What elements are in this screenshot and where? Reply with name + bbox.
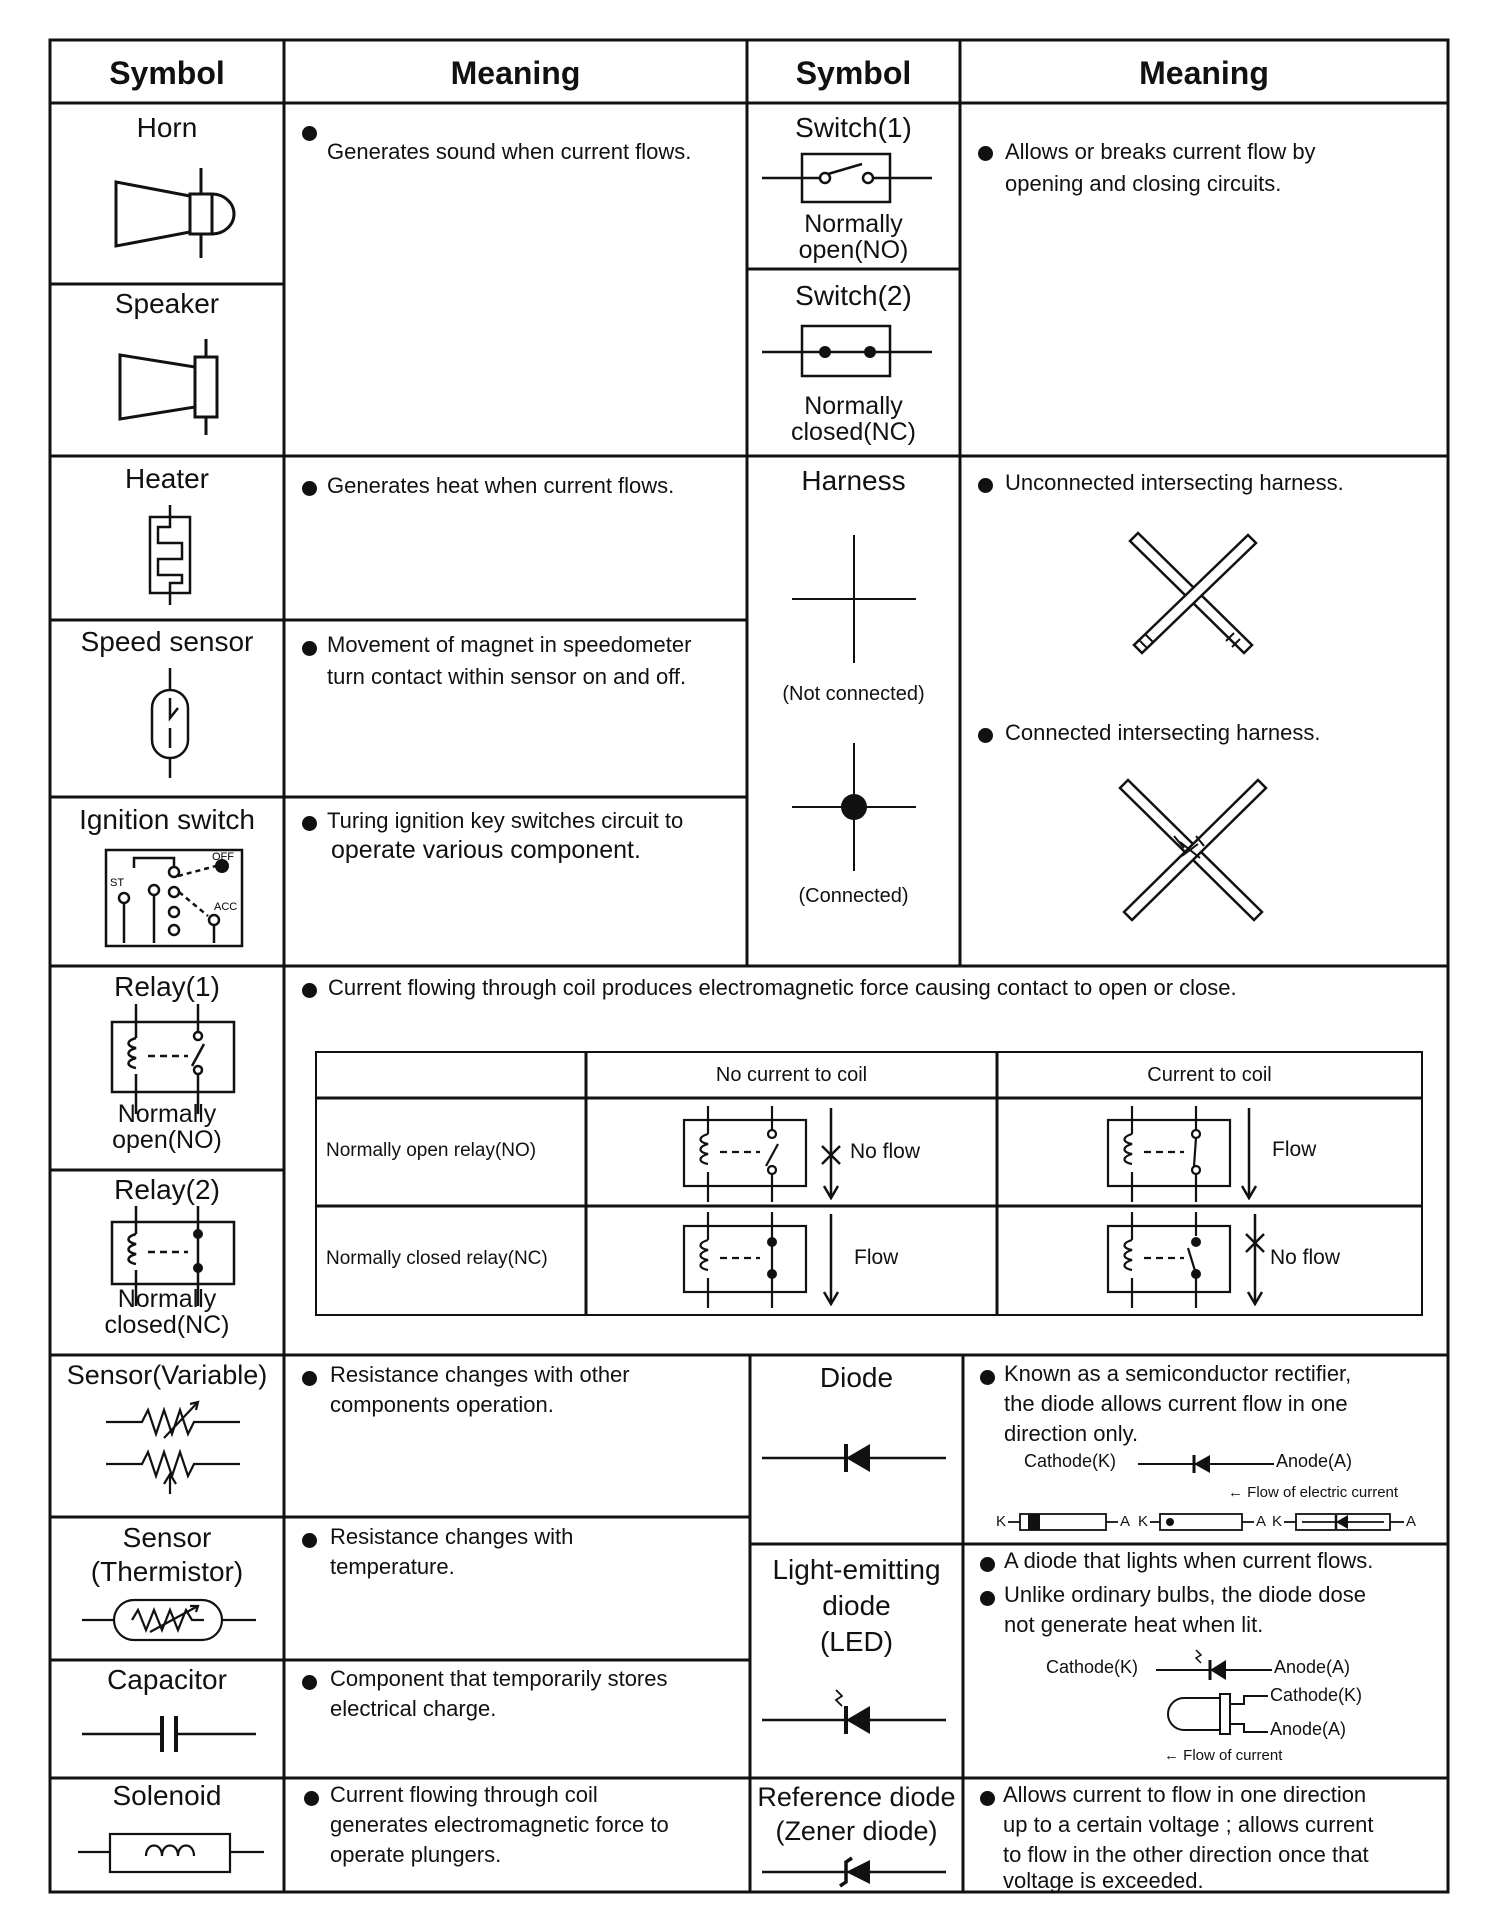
unconnected-harness-icon: [1120, 525, 1260, 655]
capacitor-meaning-line2: electrical charge.: [330, 1696, 497, 1721]
switch-meaning-line1: Allows or breaks current flow by: [1005, 139, 1316, 164]
horn-icon: [100, 162, 250, 262]
bullet-icon: [980, 1557, 995, 1572]
bullet-icon: [302, 126, 317, 141]
sensor-variable-label: Sensor(Variable): [66, 1360, 268, 1390]
switch1-sub2: open(NO): [798, 236, 909, 264]
no-flow-arrow-icon: [816, 1108, 846, 1200]
connected-harness-icon: [1110, 770, 1270, 930]
relay2-sub1: Normally: [117, 1285, 217, 1313]
bullet-icon: [980, 1370, 995, 1385]
relay2-sub2: closed(NC): [104, 1311, 230, 1339]
relay-meaning: Current flowing through coil produces electromagnetic force causing contact to open or close.: [328, 975, 1237, 1000]
diode-label: Diode: [819, 1362, 894, 1393]
led-label-line2: diode: [822, 1590, 891, 1621]
heater-icon: [140, 505, 200, 605]
package1-k: K: [996, 1513, 1007, 1530]
led-label-line1: Light-emitting: [772, 1554, 941, 1585]
ignition-off-label: OFF: [212, 851, 234, 863]
harness-connected-icon: [790, 743, 920, 873]
zener-meaning-line3: to flow in the other direction once that: [1003, 1842, 1369, 1867]
led-cathode-label: Cathode(K): [1046, 1657, 1139, 1677]
heater-meaning: Generates heat when current flows.: [327, 473, 675, 498]
diode-meaning-line3: direction only.: [1004, 1421, 1139, 1446]
relay-col-no-current: No current to coil: [715, 1064, 868, 1086]
harness-unconnected-meaning: Unconnected intersecting harness.: [1005, 470, 1344, 495]
relay-col-current: Current to coil: [1147, 1064, 1272, 1086]
relay1-sub2: open(NO): [112, 1126, 222, 1154]
solenoid-meaning-line3: operate plungers.: [330, 1842, 502, 1867]
capacitor-icon: [80, 1712, 260, 1756]
header-meaning-right: Meaning: [1139, 55, 1269, 91]
harness-not-connected-icon: [790, 535, 920, 665]
ignition-switch-icon: [104, 848, 244, 948]
led-small-icon: [1154, 1648, 1274, 1684]
zener-meaning-line2: up to a certain voltage ; allows current: [1003, 1812, 1374, 1837]
switch1-sub1: Normally: [804, 210, 903, 238]
relay-nc-closed-icon: [680, 1212, 820, 1308]
bullet-icon: [978, 146, 993, 161]
zener-label-line1: Reference diode: [757, 1782, 956, 1812]
horn-meaning: Generates sound when current flows.: [327, 139, 692, 164]
speed-sensor-label: Speed sensor: [80, 626, 254, 657]
package3-a: A: [1406, 1513, 1417, 1530]
harness-label: Harness: [801, 465, 906, 496]
bullet-icon: [302, 1371, 317, 1386]
thermistor-icon: [80, 1592, 260, 1648]
diode-anode-label: Anode(A): [1276, 1451, 1353, 1471]
package2-k: K: [1138, 1513, 1149, 1530]
heater-label: Heater: [124, 463, 210, 494]
package3-k: K: [1272, 1513, 1283, 1530]
led-package-anode-label: Anode(A): [1270, 1719, 1347, 1739]
thermistor-meaning-line2: temperature.: [330, 1554, 455, 1579]
led-package-cathode-label: Cathode(K): [1270, 1685, 1363, 1705]
header-symbol-left: Symbol: [109, 55, 225, 91]
relay-no-open-icon: [680, 1106, 820, 1202]
led-flow-note: ← Flow of current: [1164, 1747, 1283, 1764]
relay-no-no-current-result: No flow: [850, 1140, 921, 1163]
solenoid-label: Solenoid: [112, 1780, 222, 1811]
harness-connected-meaning: Connected intersecting harness.: [1005, 720, 1321, 745]
relay-no-current-result: Flow: [1272, 1138, 1317, 1161]
switch1-label: Switch(1): [795, 112, 912, 143]
bullet-icon: [978, 478, 993, 493]
bullet-icon: [978, 728, 993, 743]
speed-sensor-meaning-line2: turn contact within sensor on and off.: [327, 664, 687, 689]
bullet-icon: [980, 1591, 995, 1606]
led-icon: [760, 1686, 950, 1740]
bullet-icon: [304, 1791, 319, 1806]
capacitor-label: Capacitor: [107, 1664, 227, 1695]
led-meaning-bullet1: A diode that lights when current flows.: [1004, 1548, 1374, 1573]
led-meaning-bullet2-line2: not generate heat when lit.: [1004, 1612, 1264, 1637]
led-label-line3: (LED): [819, 1626, 894, 1657]
zener-meaning-line4: voltage is exceeded.: [1003, 1868, 1204, 1893]
package1-a: A: [1120, 1513, 1131, 1530]
relay-nc-no-current-result: Flow: [854, 1246, 899, 1269]
header-symbol-right: Symbol: [795, 55, 912, 91]
switch2-sub2: closed(NC): [790, 418, 917, 446]
relay-row-nc: Normally closed relay(NC): [326, 1248, 548, 1269]
speaker-icon: [105, 335, 245, 435]
relay-nc-current-result: No flow: [1270, 1246, 1341, 1269]
bullet-icon: [302, 816, 317, 831]
led-meaning-bullet2-line1: Unlike ordinary bulbs, the diode dose: [1004, 1582, 1367, 1607]
switch-no-icon: [762, 150, 942, 210]
solenoid-meaning-line2: generates electromagnetic force to: [330, 1812, 669, 1837]
ignition-st-label: ST: [110, 877, 125, 889]
harness-connected-label: (Connected): [798, 885, 909, 907]
solenoid-meaning-line1: Current flowing through coil: [330, 1782, 598, 1807]
no-flow-arrow-icon: [1240, 1214, 1270, 1306]
diode-icon: [760, 1438, 950, 1478]
flow-arrow-icon: [1234, 1108, 1264, 1200]
diode-package-2-icon: [1150, 1510, 1254, 1534]
relay-row-no: Normally open relay(NO): [326, 1140, 537, 1161]
diode-small-icon: [1136, 1452, 1276, 1476]
capacitor-meaning-line1: Component that temporarily stores: [330, 1666, 668, 1691]
speed-sensor-meaning-line1: Movement of magnet in speedometer: [327, 632, 692, 657]
ignition-meaning-line1: Turing ignition key switches circuit to: [327, 808, 684, 833]
zener-meaning-line1: Allows current to flow in one direction: [1003, 1782, 1367, 1807]
speed-sensor-icon: [140, 668, 200, 778]
relay2-label: Relay(2): [114, 1174, 220, 1205]
diode-cathode-label: Cathode(K): [1024, 1451, 1117, 1471]
ignition-acc-label: ACC: [214, 901, 238, 913]
variable-resistor-icon: [104, 1398, 244, 1498]
thermistor-label-line1: Sensor: [122, 1522, 212, 1553]
relay-no-icon: [104, 1004, 244, 1114]
switch-nc-icon: [762, 322, 942, 384]
zener-label-line2: (Zener diode): [775, 1816, 938, 1846]
bullet-icon: [302, 983, 317, 998]
thermistor-meaning-line1: Resistance changes with: [330, 1524, 574, 1549]
header-meaning-left: Meaning: [450, 55, 581, 91]
diode-flow-note: ← Flow of electric current: [1228, 1484, 1399, 1501]
harness-not-connected-label: (Not connected): [782, 683, 925, 705]
ignition-meaning-line2: operate various component.: [331, 836, 641, 864]
flow-arrow-icon: [816, 1214, 846, 1306]
thermistor-label-line2: (Thermistor): [90, 1556, 244, 1587]
relay1-sub1: Normally: [117, 1100, 217, 1128]
switch2-sub1: Normally: [804, 392, 903, 420]
bullet-icon: [302, 481, 317, 496]
diode-package-3-icon: [1284, 1510, 1404, 1534]
horn-label: Horn: [136, 112, 198, 143]
package2-a: A: [1256, 1513, 1267, 1530]
solenoid-icon: [76, 1826, 266, 1876]
speaker-label: Speaker: [114, 288, 220, 319]
led-anode-label: Anode(A): [1274, 1657, 1351, 1677]
switch-meaning-line2: opening and closing circuits.: [1005, 171, 1282, 196]
sensor-variable-meaning-line1: Resistance changes with other: [330, 1362, 630, 1387]
bullet-icon: [302, 1675, 317, 1690]
diode-meaning-line2: the diode allows current flow in one: [1004, 1391, 1348, 1416]
relay1-label: Relay(1): [114, 971, 220, 1002]
sensor-variable-meaning-line2: components operation.: [330, 1392, 554, 1417]
diode-meaning-line1: Known as a semiconductor rectifier,: [1004, 1361, 1352, 1386]
relay-nc-open-icon: [1104, 1212, 1244, 1308]
bullet-icon: [302, 641, 317, 656]
zener-diode-icon: [760, 1854, 950, 1890]
relay-no-closed-icon: [1104, 1106, 1244, 1202]
led-package-icon: [1160, 1686, 1270, 1744]
bullet-icon: [980, 1791, 995, 1806]
switch2-label: Switch(2): [795, 280, 912, 311]
ignition-switch-label: Ignition switch: [79, 804, 255, 835]
diode-package-1-icon: [1008, 1510, 1118, 1534]
bullet-icon: [302, 1533, 317, 1548]
